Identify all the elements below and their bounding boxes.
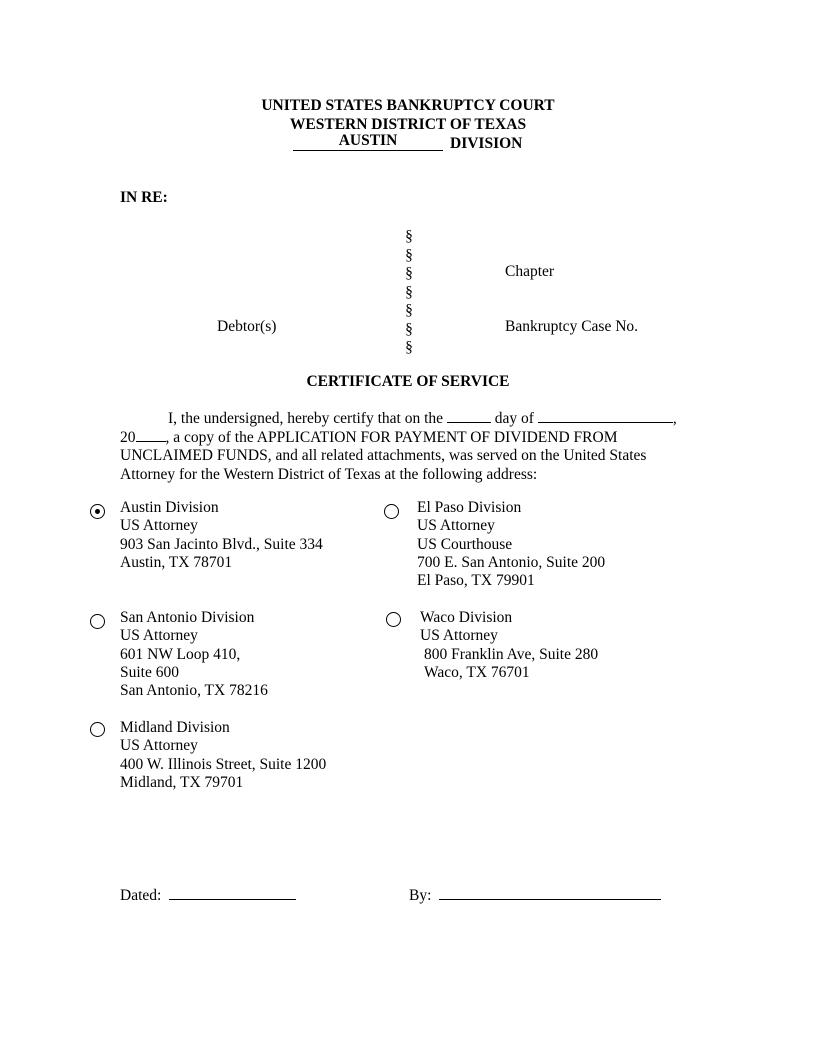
office-name: Waco Division [420, 609, 513, 626]
section-mark: § [405, 283, 413, 301]
office-line: San Antonio, TX 78216 [120, 682, 268, 700]
section-mark: § [405, 246, 413, 264]
case-number-label: Bankruptcy Case No. [505, 318, 639, 335]
day-of-text: day of [494, 410, 534, 427]
office-line: US Attorney [120, 737, 198, 755]
by-row [409, 887, 661, 905]
section-mark: § [405, 339, 413, 356]
day-field[interactable] [447, 421, 491, 423]
certificate-paragraph [120, 410, 698, 484]
office-line: US Courthouse [417, 535, 513, 553]
office-line: US Attorney [120, 517, 198, 535]
austin-division-address [120, 499, 323, 572]
year-field[interactable] [136, 440, 166, 442]
division-field[interactable]: AUSTIN [293, 134, 443, 151]
waco-division-radio[interactable] [386, 612, 401, 627]
san-antonio-division-address [120, 609, 268, 700]
el-paso-division-address [417, 499, 605, 590]
signature-field[interactable] [439, 898, 661, 900]
midland-division-address [120, 719, 326, 792]
division-label: DIVISION [450, 135, 523, 152]
in-re-label: IN RE: [120, 189, 168, 206]
section-mark: § [405, 228, 413, 245]
chapter-label: Chapter [505, 263, 555, 280]
court-name: UNITED STATES BANKRUPTCY COURT [261, 97, 555, 114]
dated-field[interactable] [169, 898, 296, 900]
office-line: 700 E. San Antonio, Suite 200 [417, 553, 606, 571]
comma-text: , [672, 410, 677, 427]
office-line: 800 Franklin Ave, Suite 280 [424, 645, 599, 663]
office-name: Midland Division [120, 719, 230, 736]
section-mark: § [405, 302, 413, 319]
certificate-title: CERTIFICATE OF SERVICE [306, 373, 510, 390]
office-line: 601 NW Loop 410, [120, 645, 241, 663]
district-name: WESTERN DISTRICT OF TEXAS [289, 116, 527, 133]
san-antonio-division-radio[interactable] [90, 614, 105, 629]
month-field[interactable] [538, 421, 673, 423]
office-line: 903 San Jacinto Blvd., Suite 334 [120, 535, 323, 553]
office-line: Midland, TX 79701 [120, 773, 244, 791]
office-line: US Attorney [120, 627, 198, 645]
debtor-label: Debtor(s) [217, 318, 277, 335]
office-line: US Attorney [417, 517, 495, 535]
office-name: San Antonio Division [120, 609, 255, 626]
section-column [400, 228, 418, 358]
dated-row [120, 887, 296, 905]
certify-body: , a copy of the APPLICATION FOR PAYMENT OF DIVIDEND FROM UNCLAIMED FUNDS, and all related attachments, was served on the United States Attorney for the Western District of Texas at the following address: [120, 428, 647, 483]
year-prefix: 20 [120, 428, 136, 446]
office-line: Austin, TX 78701 [120, 553, 233, 571]
section-mark: § [405, 320, 413, 338]
section-mark: § [405, 265, 413, 282]
office-line: Suite 600 [120, 663, 179, 681]
office-line: El Paso, TX 79901 [417, 572, 535, 590]
el-paso-division-radio[interactable] [384, 504, 399, 519]
office-line: Waco, TX 76701 [424, 663, 530, 681]
office-line: 400 W. Illinois Street, Suite 1200 [120, 755, 327, 773]
midland-division-radio[interactable] [90, 722, 105, 737]
dated-label: Dated: [120, 887, 162, 904]
austin-division-radio[interactable] [90, 504, 105, 519]
office-name: El Paso Division [417, 499, 522, 516]
waco-division-address [420, 609, 598, 682]
office-name: Austin Division [120, 499, 219, 516]
by-label: By: [409, 887, 432, 904]
office-line: US Attorney [420, 627, 498, 645]
radio-selected-dot [95, 509, 100, 514]
certify-text: I, the undersigned, hereby certify that on the [168, 410, 444, 427]
